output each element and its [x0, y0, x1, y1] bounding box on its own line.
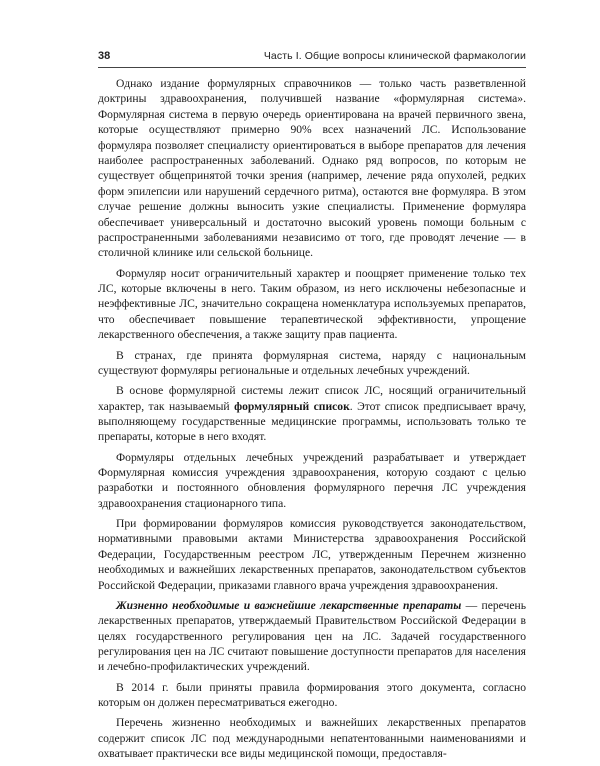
- paragraph: В 2014 г. были приняты правила формирования этого документа, согласно которым он должен пересматриваться ежегодно.: [98, 680, 526, 710]
- term-formulary-list: формулярный список: [234, 399, 350, 413]
- term-essential-drugs: Жизненно необходимые и важнейшие лекарственные препараты: [116, 598, 462, 612]
- paragraph: Перечень жизненно необходимых и важнейших лекарственных препаратов содержит список ЛС под международными непатентованными наименованиями и охватывает практически все виды медицинской помощи, предоставля-: [98, 716, 526, 761]
- paragraph: Формуляр носит ограничительный характер и поощряет применение только тех ЛС, которые включены в него. Таким образом, из него исключены небезопасные и неэффективные ЛС, значительно сокращена номенклатура используемых препаратов, что обеспечивает повышение терапевтической эффективности, упрощение лекарственного обеспечения, а также защиту прав пациента.: [98, 266, 526, 342]
- running-title: Часть I. Общие вопросы клинической фармакологии: [263, 50, 526, 62]
- body-text: [98, 76, 526, 766]
- paragraph: В странах, где принята формулярная система, наряду с национальным существуют формуляры региональные и отдельных лечебных учреждений.: [98, 348, 526, 377]
- text-run: — перечень лекарственных препаратов, утверждаемый Правительством Российской Федерации в целях государственного регулирования цен на ЛС. Задачей государственного регулирования цен на ЛС считают повышение доступности препаратов для населения и лечебно-профилактических учреждений.: [98, 598, 526, 674]
- text-run: . Этот список предписывает врачу, выполняющему государственные медицинские программы, использовать только те препараты, которые в него входят.: [98, 399, 526, 444]
- paragraph: Формуляры отдельных лечебных учреждений разрабатывает и утверждает Формулярная комиссия учреждения здравоохранения, которую создают с целью разработки и постоянного обновления формулярного перечня ЛС учреждения здравоохранения стационарного типа.: [98, 450, 526, 510]
- paragraph: Однако издание формулярных справочников — только часть разветвленной доктрины здравоохранения, получившей название «формулярная система». Формулярная система в первую очередь ориентирована на врачей первичного звена, которые осуществляют примерно 90% всех назначений ЛС. Использование формуляра позволяет специалисту ориентироваться в выборе препаратов для лечения наиболее распространенных заболеваний. Однако ряд вопросов, по которым не существует общепринятой точки зрения (например, лечение ряда опухолей, редких форм эпилепсии или нарушений сердечного ритма), остаются вне формуляра. В этом случае решение должны выносить узкие специалисты. Применение формуляра обеспечивает универсальный и достаточно высокий уровень помощи больным с распространенными заболеваниями независимо от того, где проводят лечение — в столичной клинике или сельской больнице.: [98, 77, 526, 260]
- paragraph: [98, 383, 526, 445]
- paragraph: [98, 598, 526, 675]
- page-header: [98, 50, 526, 66]
- header-rule: [98, 67, 526, 68]
- paragraph: При формировании формуляров комиссия руководствуется законодательством, нормативными правовыми актами Министерства здравоохранения Российской Федерации, Государственным реестром ЛС, утвержденным Перечнем жизненно необходимых и важнейших лекарственных препаратов, законодательством субъектов Российской Федерации, приказами главного врача учреждения здравоохранения.: [98, 516, 526, 592]
- text-run: В основе формулярной системы лежит список ЛС, носящий ограничительный характер, так называемый: [98, 384, 526, 413]
- page-number: 38: [98, 50, 111, 62]
